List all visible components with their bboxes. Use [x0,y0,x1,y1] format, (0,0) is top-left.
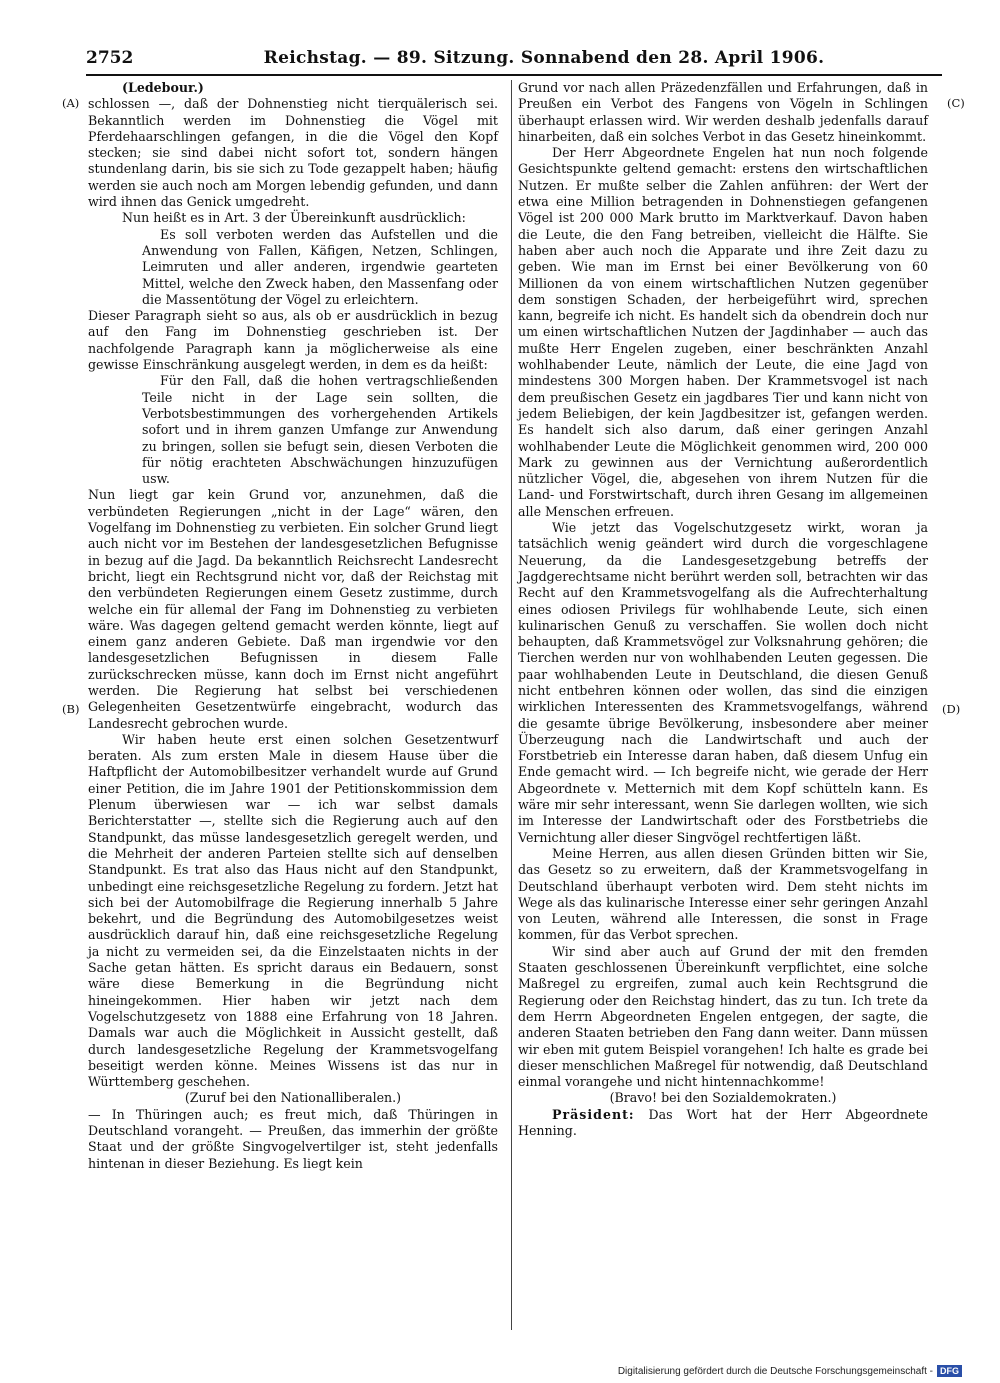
paragraph: Der Herr Abgeordnete Engelen hat nun noch folgende Gesichtspunkte geltend gemacht: erstens den wirtschaftlichen Nutzen. Er mußte selber die Zahlen anführen: der Wert der etwa eine Million betragenden in Dohnenstiegen gefangenen Vögel ist 200 000 Mark brutto im Marktverkauf. Davon haben die Leute, die den Fang betreiben, vielleicht die Hälfte. Sie haben aber auch noch die Apparate und ihre Zeit dazu zu geben. Wie man im Ernst bei einer Bevölkerung von 60 Millionen da von einem wirtschaftlichen Nutzen gegenüber dem sonstigen Schaden, der herbeigeführt wird, sprechen kann, begreife ich nicht. Es handelt sich da obendrein doch nur um einen wirtschaftlichen Nutzen der Jagdinhaber — auch das mußte Herr Engelen zugeben, einer beschränkten Anzahl wohlhabender Leute, nämlich der Leute, die eine Jagd von mindestens 300 Morgen haben. Der Krammetsvogel ist nach dem preußischen Gesetz ein jagdbares Tier und kann nicht von jedem Beliebigen, der kein Jagdbesitzer ist, gefangen werden. Es handelt sich also darum, daß einer geringen Anzahl wohlhabender Leute die Möglichkeit genommen wird, 200 000 Mark zu gewinnen aus der Vernichtung außerordentlich nützlicher Vögel, die, abgesehen von ihrem Nutzen für die Land- und Forstwirtschaft, durch ihren Gesang im allgemeinen alle Menschen erfreuen. [518,145,928,519]
page-number: 2752 [86,48,134,68]
applause-note: (Bravo! bei den Sozialdemokraten.) [609,1090,837,1106]
digitization-credit [618,1365,962,1377]
paragraph: Dieser Paragraph sieht so aus, als ob er ausdrücklich in bezug auf den Fang im Dohnenstieg geschrieben ist. Der nachfolgende Paragraph kann ja möglicherweise als eine gewisse Einschränkung ausgelegt werden, in dem es da heißt: [88,308,498,373]
speaker-tag: (Ledebour.) [122,80,204,95]
column-divider [511,80,512,1330]
margin-marker-b: (B) [62,702,80,716]
left-column [88,80,498,1172]
margin-marker-a: (A) [62,96,80,110]
paragraph: Wir sind aber auch auf Grund der mit den fremden Staaten geschlossenen Übereinkunft verpflichtet, eine solche Maßregel zu ergreifen, zumal auch kein Rechtsgrund die Regierung oder den Reichstag hindert, das zu tun. Ich trete da dem Herrn Abgeordneten Engelen entgegen, der sagte, die anderen Staaten betrieben den Fang dann weiter. Dann müssen wir eben mit gutem Beispiel vorangehen! Ich halte es grade bei dieser menschlichen Maßregel für notwendig, daß Deutschland einmal vorangehe und nicht hintennachkomme! [518,943,928,1090]
quotation: Für den Fall, daß die hohen vertragschließenden Teile nicht in der Lage sein sollten, die Verbotsbestimmungen des vorhergehenden Artikels sofort und in ihrem ganzen Umfange zur Anwendung zu bringen, sollen sie befugt sein, diesen Verboten die für nötig erachteten Abschwächungen hinzuzufügen usw. [142,373,498,487]
paragraph: Meine Herren, aus allen diesen Gründen bitten wir Sie, das Gesetz so zu erweitern, daß der Krammetsvogelfang in Deutschland überhaupt verboten wird. Dem steht nichts im Wege als das kulinarische Interesse einer sehr geringen Anzahl von Leuten, während alle Interessen, die sonst in Frage kommen, für das Verbot sprechen. [518,845,928,943]
dfg-logo: DFG [937,1365,962,1377]
page-header [86,48,942,74]
paragraph: Nun liegt gar kein Grund vor, anzunehmen, daß die verbündeten Regierungen „nicht in der Lage“ wären, den Vogelfang im Dohnenstieg zu verbieten. Ein solcher Grund liegt auch nicht vor im Bestehen der landesgesetzlichen Befugnisse in bezug auf die Jagd. Da bekanntlich Reichsrecht Landesrecht bricht, liegt ein Rechtsgrund nicht vor, daß der Reichstag mit den verbündeten Regierungen einem Gesetz zustimme, durch welche ein für allemal der Fang im Dohnenstieg zu verbieten wäre. Was dagegen geltend gemacht werden könnte, liegt auf einem ganz anderen Gebiete. Daß man irgendwie vor den landesgesetzlichen Befugnissen in diesem Falle zurückschrecken müsse, kann doch im Ernst nicht angeführt werden. Die Regierung hat selbst bei verschiedenen Gelegenheiten Gesetzentwürfe eingebracht, wodurch das Landesrecht gebrochen wurde. [88,487,498,731]
right-column [518,80,928,1139]
header-rule [86,74,942,76]
quotation: Es soll verboten werden das Aufstellen und die Anwendung von Fallen, Käfigen, Netzen, Schlingen, Leimruten und aller anderen, irgendwie gearteten Mittel, welche den Zweck haben, den Massenfang oder die Massentötung der Vögel zu erleichtern. [142,226,498,307]
paragraph: Grund vor nach allen Präzedenzfällen und Erfahrungen, daß in Preußen ein Verbot des Fangens von Vögeln in Schlingen überhaupt erlassen wird. Wir werden deshalb jedenfalls darauf hinarbeiten, daß ein solches Verbot in das Gesetz hineinkommt. [518,80,928,144]
president-text: Das Wort hat der Herr Abgeordnete Henning. [518,1106,928,1138]
president-statement [518,1107,928,1140]
page-title: Reichstag. — 89. Sitzung. Sonnabend den 28. April 1906. [263,48,825,68]
interjection: (Zuruf bei den Nationalliberalen.) [184,1090,402,1106]
credit-text: Digitalisierung gefördert durch die Deutsche Forschungsgemeinschaft - [617,1365,933,1377]
paragraph: Nun heißt es in Art. 3 der Übereinkunft ausdrücklich: [122,210,466,226]
margin-marker-d: (D) [942,702,961,716]
paragraph: Wie jetzt das Vogelschutzgesetz wirkt, woran ja tatsächlich wenig geändert wird durch die vorgeschlagene Neuerung, da die Landesgesetzgebung betreffs der Jagdgerechtsame nicht berührt werden soll, betrachten wir das Recht auf den Krammetsvogelfang als die Aufrechterhaltung eines odiosen Privilegs für wohlhabende Leute, sich einen kulinarischen Genuß zu verschaffen. Sie wollen doch nicht behaupten, daß Krammetsvögel zur Volksnahrung gehören; die Tierchen werden nur von wohlhabenden Leuten gegessen. Die paar wohlhabenden Leute in Deutschland, die diesen Genuß nicht entbehren können oder wollen, das sind die einzigen wirklichen Interessenten des Krammetsvogelfangs, während die gesamte übrige Bevölkerung, insbesondere aber meiner Überzeugung nach die Landwirtschaft und auch der Forstbetrieb ein Interesse daran haben, daß diesem Unfug ein Ende gemacht wird. — Ich begreife nicht, wie gerade der Herr Abgeordnete v. Metternich mit dem Kopf schütteln kann. Es wäre mir sehr interessant, wenn Sie darlegen wollten, wie sich im Interesse der Landwirtschaft oder des Forstbetriebs die Vernichtung aller dieser Singvögel rechtfertigen läßt. [518,520,928,845]
paragraph: schlossen —, daß der Dohnenstieg nicht tierquälerisch sei. Bekanntlich werden im Dohnenstieg die Vögel mit Pferdehaarschlingen gefangen, in die die Vögel den Kopf stecken; sie sind dabei nicht sofort tot, sondern hängen stundenlang darin, bis sie sich zu Tode gezappelt haben; häufig werden sie auch noch am Morgen lebendig gefunden, und dann wird ihnen das Genick umgedreht. [88,96,498,210]
president-label: Präsident: [552,1106,635,1122]
paragraph: Wir haben heute erst einen solchen Gesetzentwurf beraten. Als zum ersten Male in diesem Hause über die Haftpflicht der Automobilbesitzer verhandelt wurde auf Grund einer Petition, die im Jahre 1901 der Petitionskommission dem Plenum überwiesen war — ich war selbst damals Berichterstatter —, stellte sich die Regierung auch auf den Standpunkt, das müsse landesgesetzlich geregelt werden, und die Mehrheit der anderen Parteien stellte sich auf denselben Standpunkt. Es trat also das Haus nicht auf den Standpunkt, unbedingt eine reichsgesetzliche Regelung zu fordern. Jetzt hat sich bei der Automobilfrage die Regierung innerhalb 5 Jahre bekehrt, und die Begründung des Automobilgesetzes weist ausdrücklich darauf hin, daß eine reichsgesetzliche Regelung ja nicht zu vermeiden sei, da die Einzelstaaten nichts in der Sache getan hätten. Es spricht daraus ein Bedauern, sonst wäre diese Bemerkung in die Begründung nicht hineingekommen. Hier haben wir jetzt nach dem Vogelschutzgesetz von 1888 eine Erfahrung von 18 Jahren. Damals war auch die Möglichkeit in Aussicht gestellt, daß durch landesgesetzliche Regelung der Krammetsvogelfang beseitigt werden könne. Meines Wissens ist das nur in Württemberg geschehen. [88,731,498,1090]
margin-marker-c: (C) [947,96,965,110]
paragraph: — In Thüringen auch; es freut mich, daß Thüringen in Deutschland vorangeht. — Preußen, das immerhin der größte Staat und der größte Singvogelvertilger ist, steht jedenfalls hintenan in dieser Beziehung. Es liegt kein [88,1106,498,1171]
